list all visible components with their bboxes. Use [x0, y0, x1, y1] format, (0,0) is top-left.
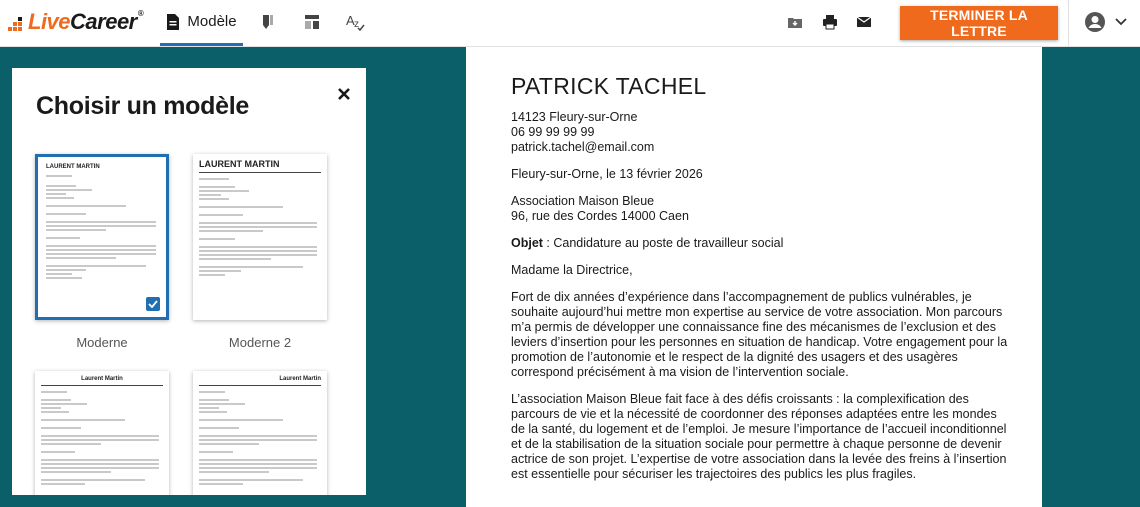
subject-label: Objet — [511, 236, 543, 250]
template-card-4[interactable] — [193, 371, 327, 495]
logo-text: LiveCareer® — [28, 9, 144, 34]
close-button[interactable] — [334, 84, 354, 104]
tab-spellcheck[interactable] — [345, 11, 367, 33]
template-card-moderne[interactable] — [35, 154, 169, 320]
svg-text:z: z — [354, 19, 359, 30]
recipient-address[interactable]: 96, rue des Cordes 14000 Caen — [511, 209, 689, 223]
logo-dots-icon — [8, 11, 24, 33]
svg-text:A: A — [346, 13, 355, 28]
highlighter-icon — [260, 13, 276, 31]
download-icon — [787, 15, 803, 29]
template-preview-name: Laurent Martin — [279, 376, 321, 382]
top-bar — [0, 0, 1140, 47]
tab-layout[interactable] — [301, 11, 323, 33]
sender-name[interactable]: PATRICK TACHEL — [511, 73, 707, 99]
salutation[interactable]: Madame la Directrice, — [511, 263, 633, 277]
print-button[interactable] — [819, 11, 841, 33]
template-preview-name: LAURENT MARTIN — [199, 159, 280, 169]
subject-text: : Candidature au poste de travailleur social — [542, 236, 784, 250]
place-date[interactable]: Fleury-sur-Orne, le 13 février 2026 — [511, 167, 703, 181]
email-icon — [856, 16, 872, 28]
tab-template[interactable] — [160, 0, 243, 46]
sender-email[interactable]: patrick.tachel@email.com — [511, 140, 655, 154]
template-icon — [166, 14, 180, 30]
header-divider — [1068, 0, 1069, 46]
user-avatar-icon — [1084, 11, 1106, 33]
close-icon — [337, 87, 351, 101]
chevron-down-icon — [1115, 18, 1127, 26]
email-button[interactable] — [853, 11, 875, 33]
letter-paragraph-1[interactable]: Fort de dix années d’expérience dans l’accompagnement de publics vulnérables, je souhaite aujourd’hui mettre mon expertise au service de votre association. Mon parcours m’a permis de développer une connaissance fine des mécanismes de l’exclusion et des leviers d’insertion pour les personnes en situation de handicap. Votre engagement pour la promotion de l’autonomie et le respect de la dignité des usagers et des usagères correspond précisément à ma vision de l’intervention sociale. — [511, 290, 1008, 379]
template-preview-name: LAURENT MARTIN — [46, 164, 100, 170]
letter-paragraph-2[interactable]: L’association Maison Bleue fait face à des défis croissants : la complexification des parcours de vie et la nécessité de coordonner des réponses adaptées entre les mondes de la santé, du logement et de l’emploi. Je mesure l’importance de l’accueil inconditionnel et de la stabilisation de la situation sociale pour permettre à chaque personne de devenir actrice de son projet. L’expertise de votre association dans la levée des freins à l’insertion est essentielle pour sécuriser les trajectoires des publics les plus fragiles. — [511, 392, 1007, 481]
template-label: Moderne — [76, 335, 128, 350]
livecareer-logo[interactable] — [8, 9, 143, 35]
print-icon — [822, 14, 838, 30]
template-label: Moderne 2 — [228, 335, 292, 350]
spellcheck-icon — [346, 13, 366, 31]
recipient-name[interactable]: Association Maison Bleue — [511, 194, 655, 208]
download-button[interactable] — [784, 11, 806, 33]
sender-phone[interactable]: 06 99 99 99 99 — [511, 125, 595, 139]
tab-highlighter[interactable] — [257, 11, 279, 33]
finish-letter-button[interactable]: TERMINER LA LETTRE — [900, 6, 1058, 40]
layout-icon — [304, 14, 320, 30]
panel-title: Choisir un modèle — [36, 92, 249, 120]
subject-line[interactable] — [511, 236, 1011, 251]
template-chooser-panel — [12, 68, 366, 495]
template-card-moderne-2[interactable] — [193, 154, 327, 320]
letter-document[interactable] — [466, 47, 1042, 507]
sender-address[interactable]: 14123 Fleury-sur-Orne — [511, 110, 638, 124]
template-preview-name: Laurent Martin — [81, 376, 123, 382]
account-menu[interactable] — [1084, 10, 1128, 34]
tab-template-label: Modèle — [187, 13, 237, 30]
template-card-3[interactable] — [35, 371, 169, 495]
selected-check-icon — [146, 297, 160, 311]
